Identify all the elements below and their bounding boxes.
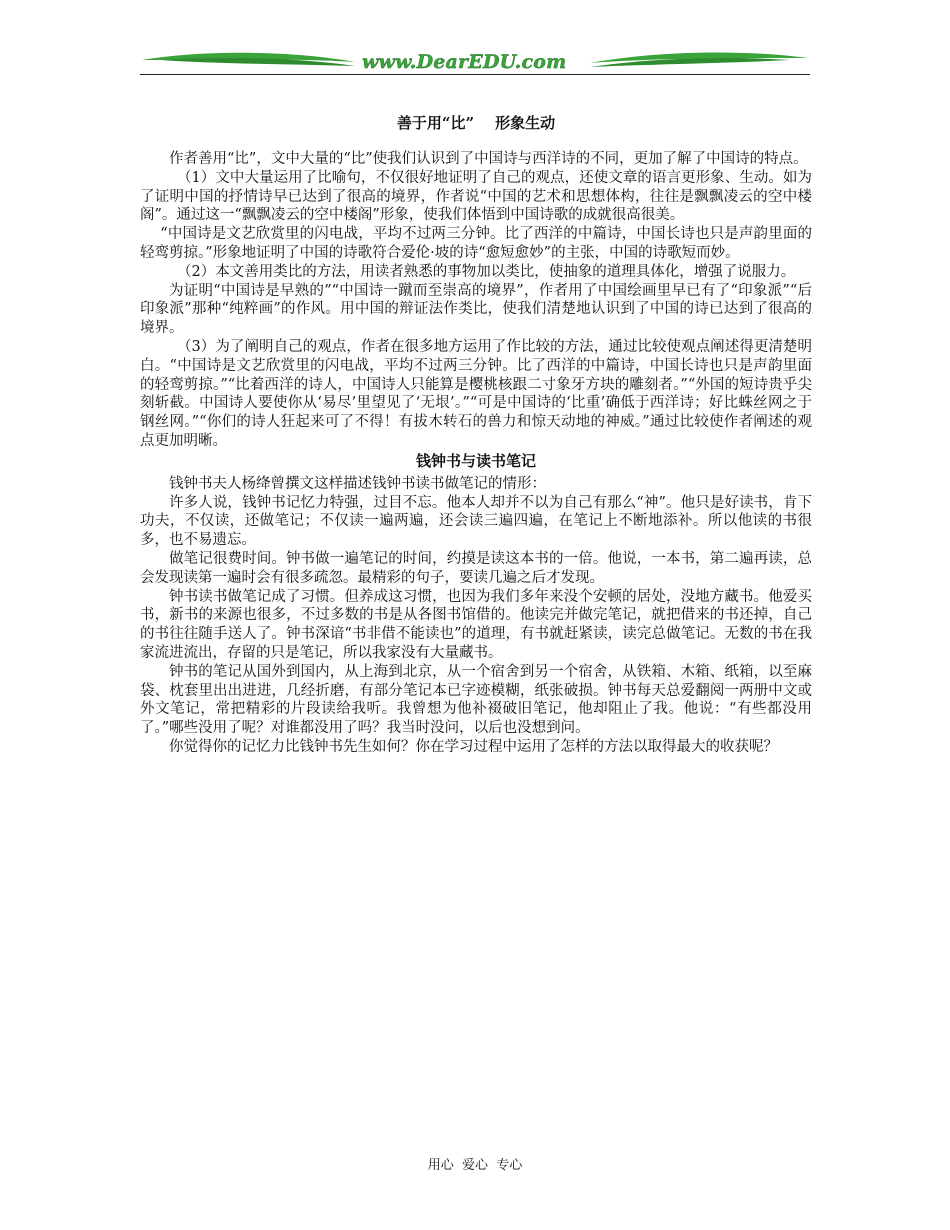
paragraph: 为证明“中国诗是早熟的”“中国诗一蹴而至崇高的境界”，作者用了中国绘画里早已有了“印象派”“后印象派”那种“纯粹画”的作风。用中国的辩证法作类比，使我们清楚地认识到了中国的诗已达到了很高的境界。 xyxy=(140,282,812,337)
paragraph: 你觉得你的记忆力比钱钟书先生如何？你在学习过程中运用了怎样的方法以取得最大的收获呢？ xyxy=(169,738,778,755)
document-body xyxy=(140,112,812,757)
paragraph: （2）本文善用类比的方法，用读者熟悉的事物加以类比，使抽象的道理具体化，增强了说服力。 xyxy=(176,263,796,280)
article-title-1: 善于用“比” 形象生动 xyxy=(396,114,556,132)
paragraph: 做笔记很费时间。钟书做一遍笔记的时间，约摸是读这本书的一倍。他说，一本书，第二遍再读，总会发现读第一遍时会有很多疏忽。最精彩的句子，要读几遍之后才发现。 xyxy=(140,550,812,586)
article-title-2: 钱钟书与读书笔记 xyxy=(415,451,536,470)
paragraph: 钟书读书做笔记成了习惯。但养成这习惯，也因为我们多年来没个安顿的居处，没地方藏书。他爱买书，新书的来源也很多，不过多数的书是从各图书馆借的。他读完并做完笔记，就把借来的书还掉，自己的书往往随手送人了。钟书深谙“书非借不能读也”的道理，有书就赶紧读，读完总做笔记。无数的书在我家流进流出，存留的只是笔记，所以我家没有大量藏书。 xyxy=(140,588,812,661)
paragraph: 钟书的笔记从国外到国内，从上海到北京，从一个宿舍到另一个宿舍，从铁箱、木箱、纸箱，以至麻袋、枕套里出出进进，几经折磨，有部分笔记本已字迹模糊，纸张破损。钟书每天总爱翻阅一两册中文或外文笔记，常把精彩的片段读给我听。我曾想为他补裰破旧笔记，他却阻止了我。他说：“有些都没用了。”哪些没用了呢？对谁都没用了吗？我当时没问，以后也没想到问。 xyxy=(140,663,812,737)
paragraph: （3）为了阐明自己的观点，作者在很多地方运用了作比较的方法，通过比较使观点阐述得更清楚明白。“中国诗是文艺欣赏里的闪电战，平均不过两三分钟。比了西洋的中篇诗，中国长诗也只是声韵里面的轻鸾剪掠。”“比着西洋的诗人，中国诗人只能算是樱桃核跟二寸象牙方块的雕刻者。”“外国的短诗贵乎尖刻斩截。中国诗人要使你从‘易尽’里望见了‘无垠’。”“可是中国诗的‘比重’确低于西洋诗；好比蛛丝网之于钢丝网。”“你们的诗人狂起来可了不得！有拔木转石的兽力和惊天动地的神威。”通过比较使作者阐述的观点更加明晰。 xyxy=(140,338,812,449)
page-footer: 用心 爱心 专心 xyxy=(427,1158,523,1173)
paragraph: “中国诗是文艺欣赏里的闪电战，平均不过两三分钟。比了西洋的中篇诗，中国长诗也只是声韵里面的轻鸾剪掠。”形象地证明了中国的诗歌符合爱伦·坡的诗“愈短愈妙”的主张，中国的诗歌短而妙。 xyxy=(140,226,812,261)
header-divider xyxy=(140,74,810,75)
paragraph: 作者善用“比”，文中大量的“比”使我们认识到了中国诗与西洋诗的不同，更加了解了中国诗的特点。 xyxy=(169,151,808,167)
paragraph: 钱钟书夫人杨绛曾撰文这样描述钱钟书读书做笔记的情形： xyxy=(169,475,546,492)
paragraph: （1）文中大量运用了比喻句，不仅很好地证明了自己的观点，还使文章的语言更形象、生动。如为了证明中国的抒情诗早已达到了很高的境界，作者说“中国的艺术和思想体构，往往是飘飘凌云的空中楼阁”。通过这一“飘飘凌云的空中楼阁”形象，使我们体悟到中国诗歌的成就很高很美。 xyxy=(140,169,812,224)
logo-text: www.DearEDU.com xyxy=(362,51,567,73)
paragraph: 许多人说，钱钟书记忆力特强，过目不忘。他本人却并不以为自己有那么“神”。他只是好读书，肯下功夫，不仅读，还做笔记；不仅读一遍两遍，还会读三遍四遍，在笔记上不断地添补。所以他读的书很多，也不易遗忘。 xyxy=(140,494,812,549)
